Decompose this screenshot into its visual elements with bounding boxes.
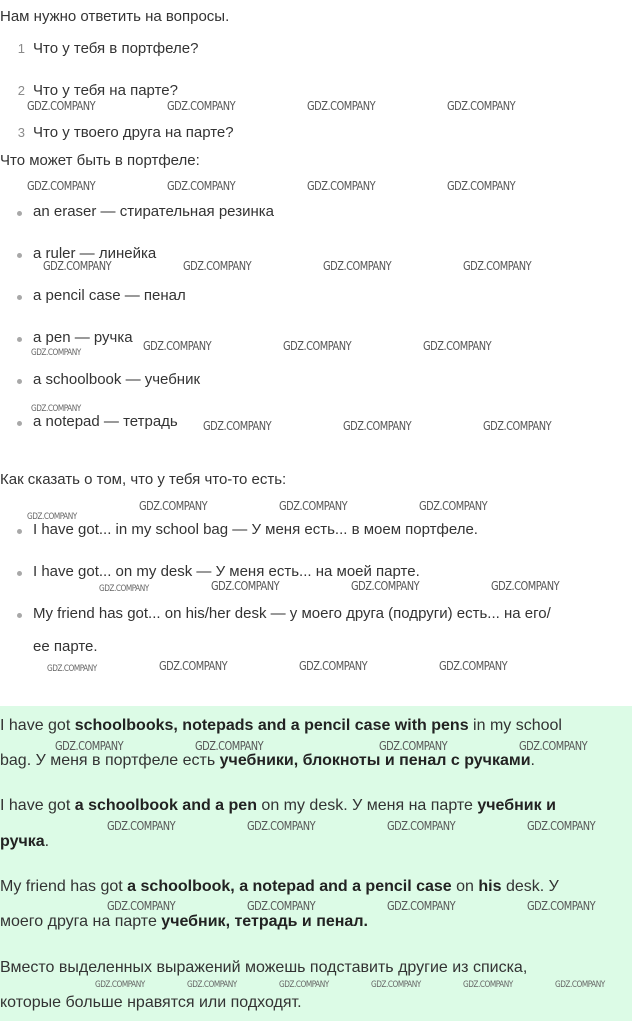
watermark: GDZ.COMPANY [47, 664, 97, 674]
watermark: GDZ.COMPANY [447, 99, 516, 113]
question-number: 1 [17, 41, 25, 56]
bullet-icon [17, 613, 22, 618]
watermark: GDZ.COMPANY [159, 659, 228, 673]
watermark: GDZ.COMPANY [143, 339, 212, 353]
watermark: GDZ.COMPANY [183, 259, 252, 273]
bullet-icon [17, 421, 22, 426]
watermark: GDZ.COMPANY [439, 659, 508, 673]
phrase-text: My friend has got... on his/her desk — у моего друга (подруги) есть... на его/ [33, 605, 551, 622]
watermark: GDZ.COMPANY [491, 579, 560, 593]
watermark: GDZ.COMPANY [483, 419, 552, 433]
question-text: Что у твоего друга на парте? [33, 124, 234, 141]
bullet-icon [17, 379, 22, 384]
watermark: GDZ.COMPANY [211, 579, 280, 593]
watermark: GDZ.COMPANY [167, 99, 236, 113]
watermark: GDZ.COMPANY [247, 819, 316, 833]
watermark: GDZ.COMPANY [299, 659, 368, 673]
answer-line: моего друга на парте учебник, тетрадь и пенал. [0, 913, 368, 930]
watermark: GDZ.COMPANY [247, 899, 316, 913]
watermark: GDZ.COMPANY [307, 99, 376, 113]
watermark: GDZ.COMPANY [323, 259, 392, 273]
bullet-icon [17, 295, 22, 300]
answer-line: bag. У меня в портфеле есть учебники, блокноты и пенал с ручками. [0, 752, 535, 769]
watermark: GDZ.COMPANY [31, 348, 81, 358]
watermark: GDZ.COMPANY [279, 499, 348, 513]
bullet-icon [17, 211, 22, 216]
watermark: GDZ.COMPANY [203, 419, 272, 433]
watermark: GDZ.COMPANY [387, 819, 456, 833]
vocab-text: a pencil case — пенал [33, 287, 186, 304]
watermark: GDZ.COMPANY [27, 179, 96, 193]
answer-panel [0, 706, 632, 1021]
watermark: GDZ.COMPANY [371, 980, 421, 990]
vocab-text: a pen — ручка [33, 329, 133, 346]
watermark: GDZ.COMPANY [423, 339, 492, 353]
bullet-icon [17, 571, 22, 576]
answer-line: I have got schoolbooks, notepads and a pencil case with pens in my school [0, 717, 562, 734]
watermark: GDZ.COMPANY [139, 499, 208, 513]
watermark: GDZ.COMPANY [95, 980, 145, 990]
phrase-text-continued: ее парте. [33, 638, 98, 655]
question-text: Что у тебя в портфеле? [33, 40, 199, 57]
watermark: GDZ.COMPANY [527, 899, 596, 913]
watermark: GDZ.COMPANY [27, 512, 77, 522]
watermark: GDZ.COMPANY [107, 899, 176, 913]
bag-heading: Что может быть в портфеле: [0, 152, 200, 169]
watermark: GDZ.COMPANY [419, 499, 488, 513]
bullet-icon [17, 337, 22, 342]
phrase-text: I have got... on my desk — У меня есть... на моей парте. [33, 563, 420, 580]
watermark: GDZ.COMPANY [527, 819, 596, 833]
watermark: GDZ.COMPANY [307, 179, 376, 193]
watermark: GDZ.COMPANY [351, 579, 420, 593]
say-heading: Как сказать о том, что у тебя что-то есть: [0, 471, 287, 488]
watermark: GDZ.COMPANY [55, 739, 124, 753]
question-text: Что у тебя на парте? [33, 82, 178, 99]
watermark: GDZ.COMPANY [463, 259, 532, 273]
vocab-text: a ruler — линейка [33, 245, 157, 262]
question-number: 2 [17, 83, 25, 98]
vocab-text: an eraser — стирательная резинка [33, 203, 274, 220]
watermark: GDZ.COMPANY [283, 339, 352, 353]
answer-note: Вместо выделенных выражений можешь подставить другие из списка, [0, 959, 528, 976]
watermark: GDZ.COMPANY [107, 819, 176, 833]
answer-note: которые больше нравятся или подходят. [0, 994, 302, 1011]
watermark: GDZ.COMPANY [379, 739, 448, 753]
watermark: GDZ.COMPANY [195, 739, 264, 753]
vocab-text: a notepad — тетрадь [33, 413, 178, 430]
vocab-text: a schoolbook — учебник [33, 371, 201, 388]
watermark: GDZ.COMPANY [43, 259, 112, 273]
watermark: GDZ.COMPANY [31, 404, 81, 414]
bullet-icon [17, 253, 22, 258]
intro-text: Нам нужно ответить на вопросы. [0, 8, 230, 25]
watermark: GDZ.COMPANY [555, 980, 605, 990]
watermark: GDZ.COMPANY [463, 980, 513, 990]
watermark: GDZ.COMPANY [187, 980, 237, 990]
answer-line: ручка. [0, 833, 50, 850]
watermark: GDZ.COMPANY [167, 179, 236, 193]
answer-line: I have got a schoolbook and a pen on my desk. У меня на парте учебник и [0, 797, 556, 814]
answer-line: My friend has got a schoolbook, a notepad and a pencil case on his desk. У [0, 878, 559, 895]
watermark: GDZ.COMPANY [387, 899, 456, 913]
phrase-text: I have got... in my school bag — У меня есть... в моем портфеле. [33, 521, 478, 538]
watermark: GDZ.COMPANY [27, 99, 96, 113]
question-number: 3 [17, 125, 25, 140]
watermark: GDZ.COMPANY [343, 419, 412, 433]
watermark: GDZ.COMPANY [99, 584, 149, 594]
watermark: GDZ.COMPANY [447, 179, 516, 193]
watermark: GDZ.COMPANY [519, 739, 588, 753]
watermark: GDZ.COMPANY [279, 980, 329, 990]
bullet-icon [17, 529, 22, 534]
